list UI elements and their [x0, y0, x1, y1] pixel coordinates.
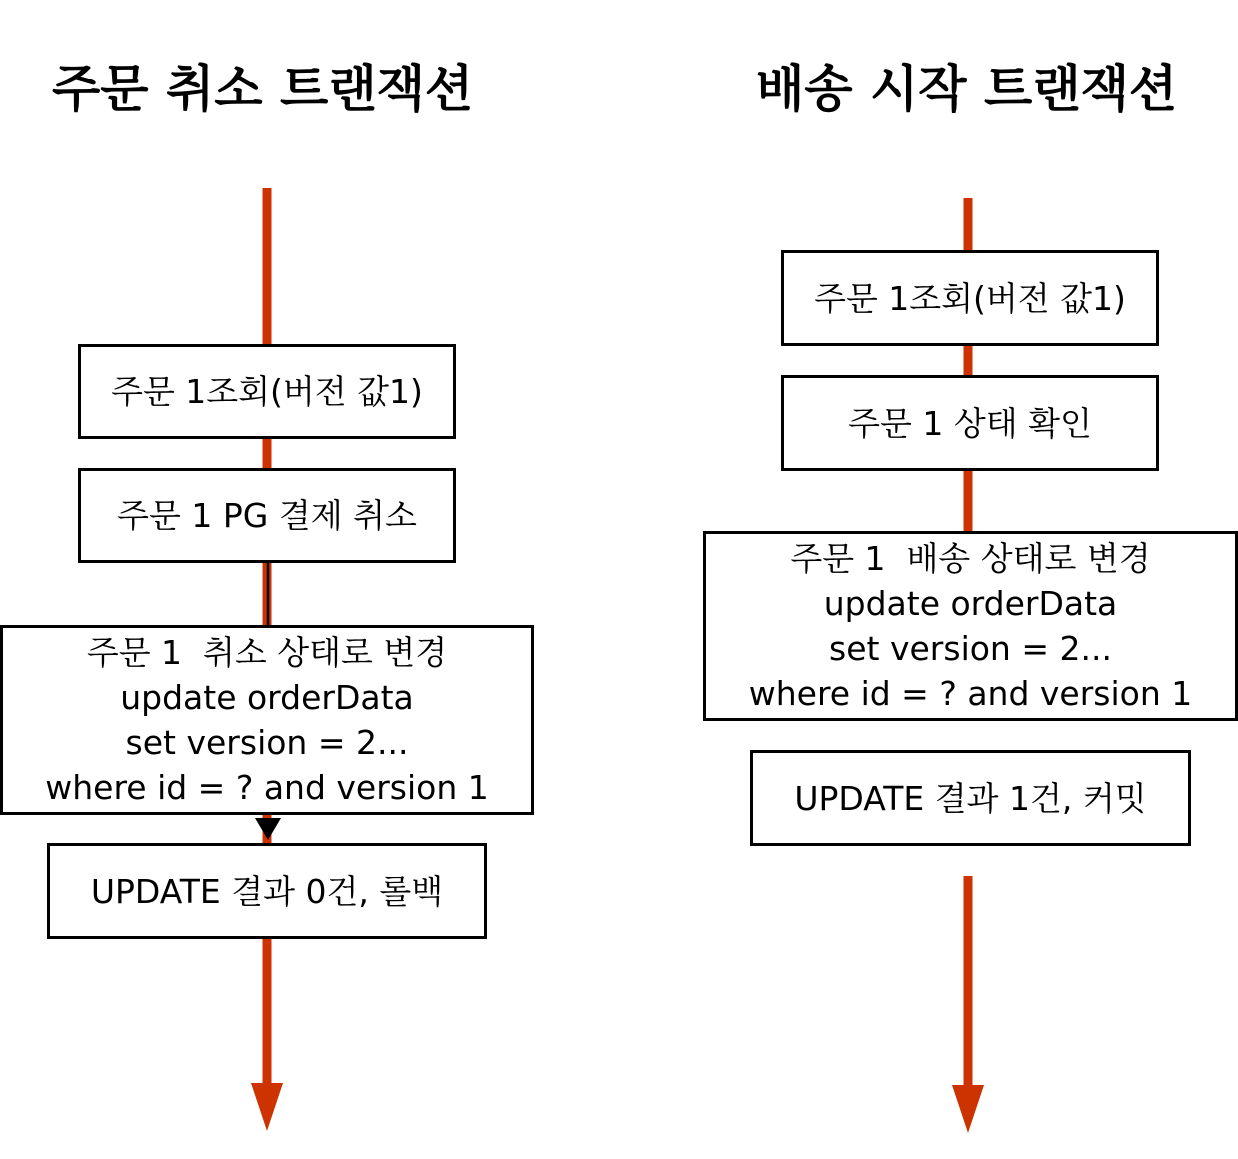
sql-update-line: update orderData	[120, 678, 414, 717]
step-label: 주문 1 PG 결제 취소	[117, 496, 417, 535]
step-label: 주문 1 배송 상태로 변경	[790, 539, 1151, 578]
shipping-step-read-order	[781, 250, 1159, 346]
cancel-transaction-title: 주문 취소 트랜잭션	[52, 60, 474, 118]
shipping-step-update-status	[703, 531, 1238, 721]
cancel-timeline-arrowhead	[251, 1083, 283, 1131]
step-label: 주문 1 상태 확인	[848, 403, 1092, 443]
sql-where-line: where id = ? and version 1	[45, 768, 489, 807]
step-label: 주문 1조회(버전 값1)	[111, 372, 423, 411]
cancel-step-read-order	[78, 344, 456, 439]
cancel-step-update-status	[0, 625, 534, 815]
cancel-step-pg-cancel	[78, 468, 456, 563]
shipping-transaction-title: 배송 시작 트랜잭션	[756, 60, 1178, 118]
sql-set-line: set version = 2...	[125, 723, 409, 762]
step-label: 주문 1 취소 상태로 변경	[86, 633, 448, 672]
shipping-timeline-arrowhead	[952, 1085, 984, 1133]
cancel-step-rollback	[47, 843, 487, 939]
sql-set-line: set version = 2...	[829, 629, 1112, 668]
step-label: 주문 1조회(버전 값1)	[814, 278, 1126, 318]
shipping-step-commit	[750, 750, 1191, 846]
step-label: UPDATE 결과 0건, 롤백	[90, 871, 444, 911]
step-label: UPDATE 결과 1건, 커밋	[794, 778, 1147, 818]
sql-update-line: update orderData	[823, 584, 1118, 623]
cancel-step-arrowhead	[255, 818, 281, 840]
sql-where-line: where id = ? and version 1	[748, 674, 1193, 713]
shipping-step-check-status	[781, 375, 1159, 471]
